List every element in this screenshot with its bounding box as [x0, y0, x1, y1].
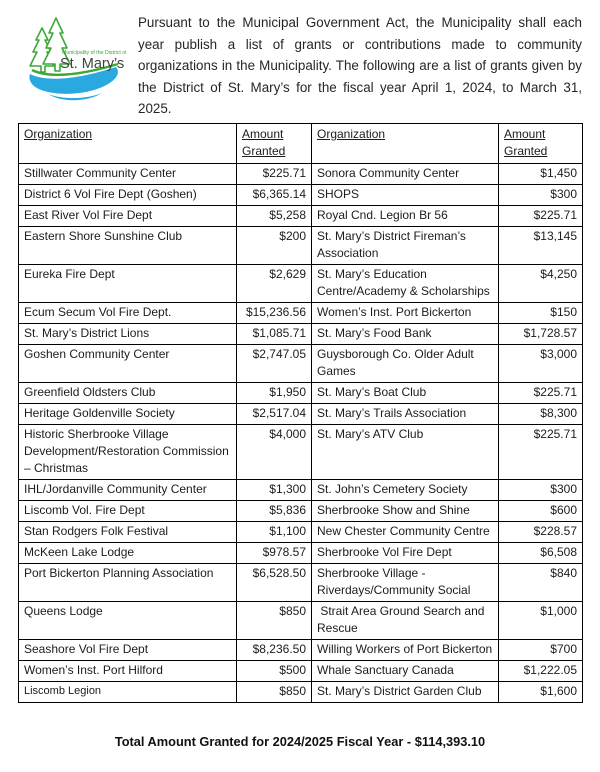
- amount-granted-cell: $5,258: [237, 205, 312, 226]
- table-row: [19, 264, 583, 302]
- organization-cell: Whale Sanctuary Canada: [312, 660, 499, 681]
- organization-cell: Liscomb Vol. Fire Dept: [19, 500, 237, 521]
- amount-granted-cell: $225.71: [499, 382, 583, 403]
- column-header-amount-right: Amount Granted: [499, 123, 583, 163]
- amount-granted-cell: $2,629: [237, 264, 312, 302]
- table-row: [19, 639, 583, 660]
- organization-cell: St. Mary’s District Garden Club: [312, 681, 499, 702]
- amount-granted-cell: $3,000: [499, 344, 583, 382]
- table-row: [19, 660, 583, 681]
- organization-cell: Seashore Vol Fire Dept: [19, 639, 237, 660]
- column-header-organization-left: Organization: [19, 123, 237, 163]
- amount-granted-cell: $300: [499, 184, 583, 205]
- amount-granted-cell: $1,085.71: [237, 323, 312, 344]
- table-row: [19, 323, 583, 344]
- amount-granted-cell: $15,236.56: [237, 302, 312, 323]
- document-header: [18, 12, 582, 120]
- amount-granted-cell: $4,000: [237, 424, 312, 479]
- amount-granted-cell: $6,528.50: [237, 563, 312, 601]
- organization-cell: Sherbrooke Vol Fire Dept: [312, 542, 499, 563]
- amount-granted-cell: $840: [499, 563, 583, 601]
- column-header-amount-left: Amount Granted: [237, 123, 312, 163]
- amount-granted-cell: $1,300: [237, 479, 312, 500]
- grants-table: [18, 123, 583, 703]
- amount-granted-cell: $225.71: [499, 424, 583, 479]
- organization-cell: St. Mary’s District Fireman’s Association: [312, 226, 499, 264]
- table-row: [19, 403, 583, 424]
- organization-cell: St. Mary’s Trails Association: [312, 403, 499, 424]
- organization-cell: Goshen Community Center: [19, 344, 237, 382]
- amount-granted-cell: $200: [237, 226, 312, 264]
- amount-granted-cell: $600: [499, 500, 583, 521]
- total-granted-line: Total Amount Granted for 2024/2025 Fiscal Year - $114,393.10: [114, 733, 486, 749]
- amount-granted-cell: $8,300: [499, 403, 583, 424]
- amount-granted-cell: $225.71: [499, 205, 583, 226]
- organization-cell: District 6 Vol Fire Dept (Goshen): [19, 184, 237, 205]
- organization-cell: Queens Lodge: [19, 601, 237, 639]
- amount-granted-cell: $1,950: [237, 382, 312, 403]
- organization-cell: Royal Cnd. Legion Br 56: [312, 205, 499, 226]
- table-row: [19, 184, 583, 205]
- grants-table-head: [19, 123, 583, 163]
- municipality-logo-image: [18, 14, 126, 106]
- amount-granted-cell: $6,365.14: [237, 184, 312, 205]
- amount-granted-cell: $150: [499, 302, 583, 323]
- organization-cell: Stan Rodgers Folk Festival: [19, 521, 237, 542]
- municipality-logo: [18, 12, 130, 111]
- amount-granted-cell: $5,836: [237, 500, 312, 521]
- amount-granted-cell: $850: [237, 601, 312, 639]
- table-row: [19, 681, 583, 702]
- organization-cell: IHL/Jordanville Community Center: [19, 479, 237, 500]
- blue-river-tail: [48, 93, 102, 100]
- organization-cell: Liscomb Legion: [19, 681, 237, 702]
- logo-tagline: Municipality of the District of: [62, 50, 126, 56]
- organization-cell: East River Vol Fire Dept: [19, 205, 237, 226]
- amount-granted-cell: $2,747.05: [237, 344, 312, 382]
- amount-granted-cell: $6,508: [499, 542, 583, 563]
- organization-cell: McKeen Lake Lodge: [19, 542, 237, 563]
- amount-granted-cell: $2,517.04: [237, 403, 312, 424]
- organization-cell: Historic Sherbrooke Village Development/Restoration Commission – Christmas: [19, 424, 237, 479]
- amount-granted-cell: $4,250: [499, 264, 583, 302]
- table-row: [19, 226, 583, 264]
- amount-granted-cell: $1,000: [499, 601, 583, 639]
- amount-granted-cell: $1,600: [499, 681, 583, 702]
- column-header-organization-right: Organization: [312, 123, 499, 163]
- amount-granted-cell: $700: [499, 639, 583, 660]
- table-row: [19, 542, 583, 563]
- amount-granted-cell: $13,145: [499, 226, 583, 264]
- organization-cell: SHOPS: [312, 184, 499, 205]
- amount-granted-cell: $850: [237, 681, 312, 702]
- organization-cell: St. John’s Cemetery Society: [312, 479, 499, 500]
- table-row: [19, 163, 583, 184]
- amount-granted-cell: $8,236.50: [237, 639, 312, 660]
- organization-cell: Sonora Community Center: [312, 163, 499, 184]
- organization-cell: Willing Workers of Port Bickerton: [312, 639, 499, 660]
- table-row: [19, 500, 583, 521]
- organization-cell: Women’s Inst. Port Bickerton: [312, 302, 499, 323]
- organization-cell: Ecum Secum Vol Fire Dept.: [19, 302, 237, 323]
- table-row: [19, 344, 583, 382]
- table-row: [19, 424, 583, 479]
- amount-granted-cell: $300: [499, 479, 583, 500]
- amount-granted-cell: $1,728.57: [499, 323, 583, 344]
- table-row: [19, 521, 583, 542]
- table-row: [19, 601, 583, 639]
- amount-granted-cell: $978.57: [237, 542, 312, 563]
- header-row: [19, 123, 583, 163]
- amount-granted-cell: $1,450: [499, 163, 583, 184]
- organization-cell: Sherbrooke Show and Shine: [312, 500, 499, 521]
- organization-cell: Heritage Goldenville Society: [19, 403, 237, 424]
- amount-granted-cell: $225.71: [237, 163, 312, 184]
- organization-cell: St. Mary’s Boat Club: [312, 382, 499, 403]
- organization-cell: St. Mary’s ATV Club: [312, 424, 499, 479]
- amount-granted-cell: $500: [237, 660, 312, 681]
- organization-cell: St. Mary’s District Lions: [19, 323, 237, 344]
- organization-cell: Sherbrooke Village - Riverdays/Community Social: [312, 563, 499, 601]
- organization-cell: Women’s Inst. Port Hilford: [19, 660, 237, 681]
- organization-cell: St. Mary’s Education Centre/Academy & Scholarships: [312, 264, 499, 302]
- table-row: [19, 302, 583, 323]
- organization-cell: Eureka Fire Dept: [19, 264, 237, 302]
- table-row: [19, 563, 583, 601]
- grants-table-body: [19, 163, 583, 702]
- table-row: [19, 479, 583, 500]
- organization-cell: Port Bickerton Planning Association: [19, 563, 237, 601]
- organization-cell: Strait Area Ground Search and Rescue: [312, 601, 499, 639]
- table-row: [19, 205, 583, 226]
- table-row: [19, 382, 583, 403]
- organization-cell: Stillwater Community Center: [19, 163, 237, 184]
- amount-granted-cell: $1,222.05: [499, 660, 583, 681]
- organization-cell: Guysborough Co. Older Adult Games: [312, 344, 499, 382]
- organization-cell: New Chester Community Centre: [312, 521, 499, 542]
- amount-granted-cell: $1,100: [237, 521, 312, 542]
- logo-name: St. Mary’s: [60, 56, 125, 72]
- organization-cell: Greenfield Oldsters Club: [19, 382, 237, 403]
- organization-cell: St. Mary’s Food Bank: [312, 323, 499, 344]
- amount-granted-cell: $228.57: [499, 521, 583, 542]
- intro-paragraph: Pursuant to the Municipal Government Act, the Municipality shall each year publish a list of grants or contributions made to community organizations in the Municipality. The following are a list of grants given by the District of St. Mary’s for the fiscal year April 1, 2024, to March 31, 2025.: [138, 15, 582, 117]
- organization-cell: Eastern Shore Sunshine Club: [19, 226, 237, 264]
